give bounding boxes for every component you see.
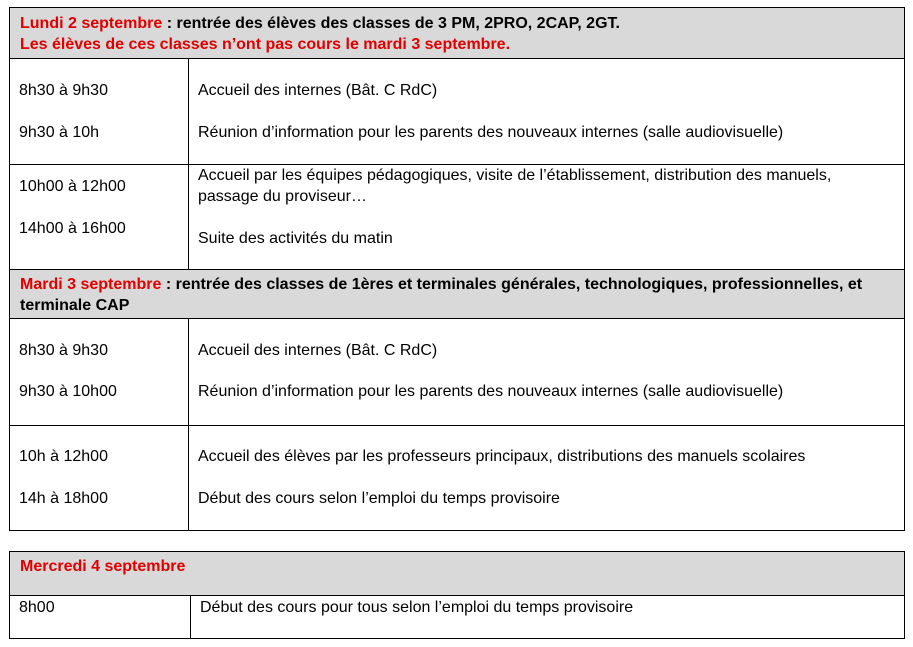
activity-text: Accueil des internes (Bât. C RdC) [198,342,438,359]
time-cell [10,426,189,530]
schedule-row [10,596,904,639]
activity-cell [189,165,904,269]
day-note-monday: Les élèves de ces classes n’ont pas cours le mardi 3 septembre. [20,36,511,53]
day-date-tuesday: Mardi 3 septembre [20,276,162,293]
activity-text: Suite des activités du matin [198,230,393,247]
day-date-wednesday: Mercredi 4 septembre [20,558,186,575]
schedule-row [10,319,904,426]
time-label: 9h30 à 10h [19,124,100,141]
time-label: 8h00 [19,599,55,616]
time-cell [10,59,189,164]
activity-text: Réunion d’information pour les parents des nouveaux internes (salle audiovisuelle) [198,124,784,141]
activity-cell [189,59,904,164]
time-cell [10,319,189,425]
activity-cell [189,319,904,425]
activity-text: Accueil des élèves par les professeurs principaux, distributions des manuels scolaires [198,448,806,465]
time-label: 14h00 à 16h00 [19,220,126,237]
activity-text: Début des cours pour tous selon l’emploi du temps provisoire [200,599,634,616]
activity-text: Début des cours selon l’emploi du temps provisoire [198,490,560,507]
day-date-monday: Lundi 2 septembre [20,15,163,32]
time-label: 10h00 à 12h00 [19,178,126,195]
time-cell [10,165,189,269]
time-label: 8h30 à 9h30 [19,342,108,359]
day-header-wednesday [10,552,904,596]
schedule-table-wednesday [9,551,905,639]
day-header-text-tuesday: : rentrée des classes de 1ères et terminales générales, technologiques, professionnelles, et terminale CAP [20,276,863,314]
activity-cell [189,426,904,530]
time-label: 10h à 12h00 [19,448,108,465]
activity-text: Réunion d’information pour les parents des nouveaux internes (salle audiovisuelle) [198,383,784,400]
time-label: 14h à 18h00 [19,490,108,507]
activity-text: Accueil par les équipes pédagogiques, visite de l’établissement, distribution des manuels, passage du proviseur… [198,167,832,205]
activity-text: Accueil des internes (Bât. C RdC) [198,82,438,99]
time-label: 8h30 à 9h30 [19,82,108,99]
schedule-row [10,165,904,270]
activity-cell [191,596,904,638]
schedule-row [10,426,904,531]
time-label: 9h30 à 10h00 [19,383,117,400]
schedule-row [10,59,904,165]
time-cell [10,596,191,638]
day-header-monday [10,8,904,59]
schedule-table-main [9,7,905,531]
day-header-text-monday: : rentrée des élèves des classes de 3 PM, 2PRO, 2CAP, 2GT. [162,15,620,32]
day-header-tuesday [10,270,904,319]
